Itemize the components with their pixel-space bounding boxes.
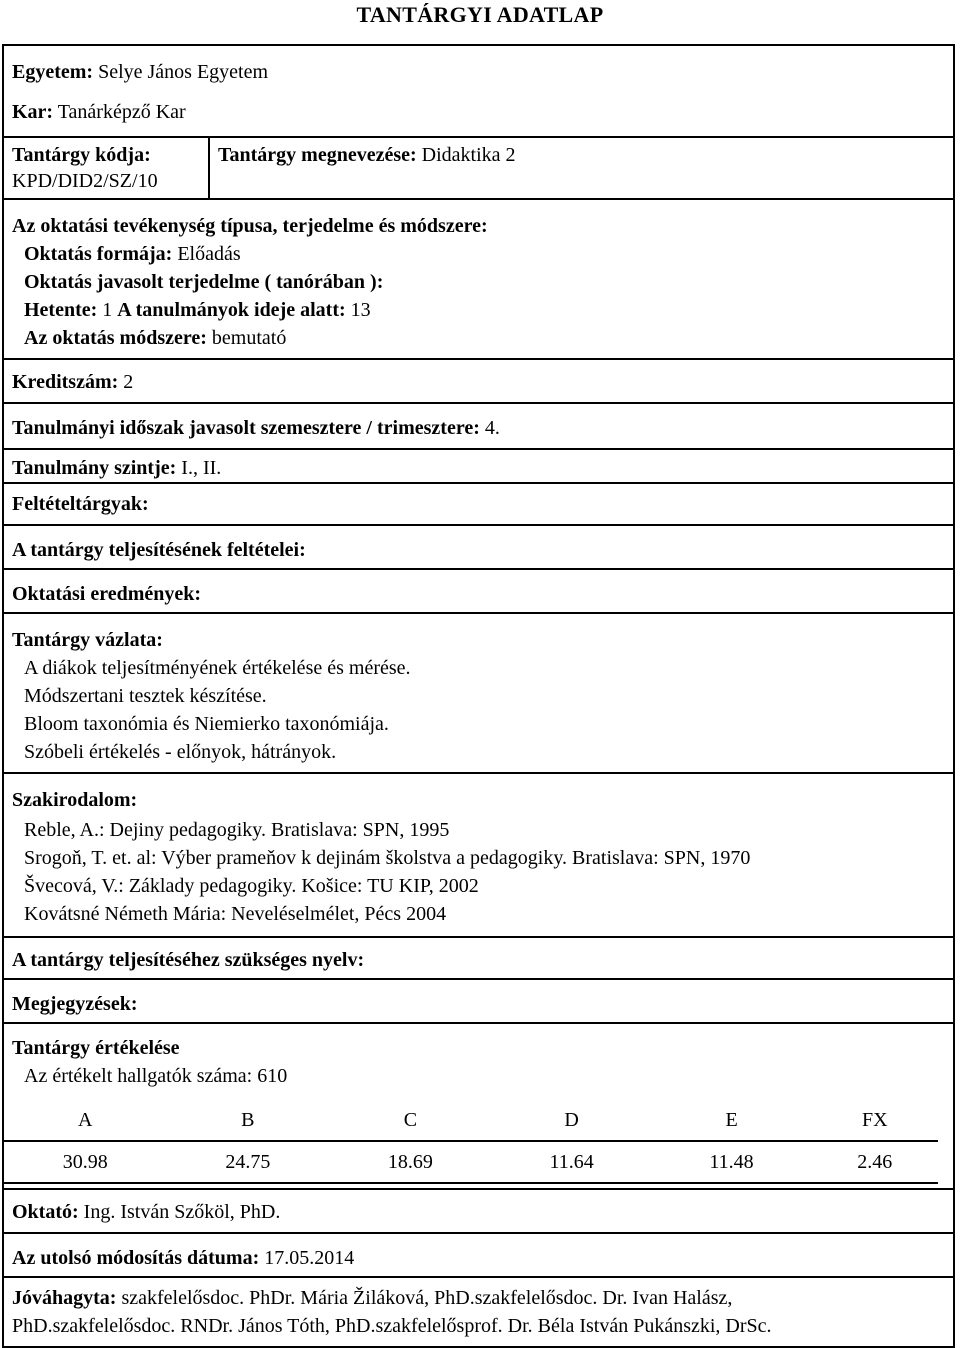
approved-value-line2: PhD.szakfelelősdoc. RNDr. János Tóth, PhD.szakfelelősprof. Dr. Béla István Pukánszki, DrSc.	[12, 1315, 772, 1337]
outline-item: Módszertani tesztek készítése.	[24, 685, 267, 707]
grade-percentage: 24.75	[167, 1141, 330, 1183]
course-name-cell	[210, 138, 953, 198]
outline-item: Bloom taxonómia és Niemierko taxonómiája.	[24, 713, 389, 735]
course-code-value: KPD/DID2/SZ/10	[12, 170, 158, 192]
outcomes-label: Oktatási eredmények:	[12, 583, 202, 605]
total-label: A tanulmányok ideje alatt:	[117, 299, 346, 321]
grade-label: FX	[812, 1100, 939, 1141]
teacher-value: Ing. István Szőköl, PhD.	[83, 1201, 281, 1223]
literature-item: Švecová, V.: Základy pedagogiky. Košice: TU KIP, 2002	[24, 875, 479, 897]
university-value: Selye János Egyetem	[98, 61, 269, 83]
weekly-label: Hetente:	[24, 299, 98, 321]
university-line	[12, 52, 945, 92]
activity-scope-label: Oktatás javasolt terjedelme ( tanórában ):	[24, 271, 384, 293]
course-datasheet	[2, 44, 955, 1348]
evaluation-label: Tantárgy értékelése	[12, 1037, 180, 1059]
weekly-value: 1	[102, 299, 113, 321]
outline-item: A diákok teljesítményének értékelése és mérése.	[24, 657, 411, 679]
semester-value: 4.	[484, 417, 500, 439]
course-name-label: Tantárgy megnevezése:	[218, 144, 417, 166]
activity-hours-line	[12, 296, 945, 324]
prerequisites-section	[4, 484, 953, 526]
activity-method-line	[12, 324, 945, 352]
outline-label: Tantárgy vázlata:	[12, 629, 163, 651]
credits-label: Kreditszám:	[12, 371, 119, 393]
grade-percentage: 11.64	[492, 1141, 652, 1183]
approved-label: Jóváhagyta:	[12, 1287, 117, 1309]
language-label: A tantárgy teljesítéséhez szükséges nyelv:	[12, 949, 365, 971]
activity-section	[4, 200, 953, 360]
grades-values-row	[4, 1141, 938, 1183]
faculty-label: Kar:	[12, 101, 54, 123]
conditions-label: A tantárgy teljesítésének feltételei:	[12, 539, 306, 561]
teacher-label: Oktató:	[12, 1201, 79, 1223]
institution-section	[4, 46, 953, 138]
method-value: bemutató	[211, 327, 287, 349]
evaluated-count: Az értékelt hallgatók száma: 610	[24, 1065, 288, 1087]
grade-label: A	[4, 1100, 167, 1141]
grades-table	[4, 1100, 938, 1184]
course-code-cell	[4, 138, 210, 198]
conditions-section	[4, 526, 953, 570]
semester-section	[4, 404, 953, 450]
activity-form-value: Előadás	[177, 243, 241, 265]
activity-form-label: Oktatás formája:	[24, 243, 173, 265]
semester-label: Tanulmányi időszak javasolt szemesztere / trimesztere:	[12, 417, 480, 439]
course-name-value: Didaktika 2	[421, 144, 516, 166]
outline-section	[4, 614, 953, 774]
grade-label: B	[167, 1100, 330, 1141]
language-section	[4, 938, 953, 980]
course-code-label: Tantárgy kódja:	[12, 144, 151, 166]
faculty-value: Tanárképző Kar	[57, 101, 186, 123]
level-value: I., II.	[181, 457, 222, 479]
faculty-line	[12, 92, 945, 132]
grade-label: E	[652, 1100, 812, 1141]
outline-item: Szóbeli értékelés - előnyok, hátrányok.	[24, 741, 337, 763]
literature-item: Srogoň, T. et. al: Výber prameňov k dejinám školstva a pedagogiky. Bratislava: SPN, 1970	[24, 847, 751, 869]
literature-label: Szakirodalom:	[12, 789, 138, 811]
document-title: TANTÁRGYI ADATLAP	[356, 2, 604, 27]
method-label: Az oktatás módszere:	[24, 327, 207, 349]
approved-section	[4, 1278, 953, 1346]
literature-item: Reble, A.: Dejiny pedagogiky. Bratislava: SPN, 1995	[24, 819, 450, 841]
grade-percentage: 2.46	[812, 1141, 939, 1183]
last-modified-section	[4, 1234, 953, 1278]
last-modified-value: 17.05.2014	[264, 1247, 355, 1269]
grade-label: C	[329, 1100, 492, 1141]
literature-item: Kovátsné Németh Mária: Neveléselmélet, Pécs 2004	[24, 903, 447, 925]
activity-form-line	[12, 240, 945, 268]
activity-heading: Az oktatási tevékenység típusa, terjedelme és módszere:	[12, 215, 488, 237]
last-modified-label: Az utolsó módosítás dátuma:	[12, 1247, 260, 1269]
university-label: Egyetem:	[12, 61, 94, 83]
credits-section	[4, 360, 953, 404]
level-label: Tanulmány szintje:	[12, 457, 177, 479]
teacher-section	[4, 1190, 953, 1234]
outcomes-section	[4, 570, 953, 614]
grades-header-row	[4, 1100, 938, 1141]
grade-percentage: 18.69	[329, 1141, 492, 1183]
grade-percentage: 30.98	[4, 1141, 167, 1183]
notes-label: Megjegyzések:	[12, 993, 138, 1015]
course-id-section	[4, 138, 953, 200]
evaluation-section	[4, 1024, 953, 1190]
literature-section	[4, 774, 953, 938]
total-value: 13	[350, 299, 371, 321]
grade-percentage: 11.48	[652, 1141, 812, 1183]
prerequisites-label: Feltételtárgyak:	[12, 493, 149, 515]
approved-value-line1: szakfelelősdoc. PhDr. Mária Žiláková, PhD.szakfelelősdoc. Dr. Ivan Halász,	[121, 1287, 733, 1309]
grade-label: D	[492, 1100, 652, 1141]
level-section	[4, 450, 953, 484]
credits-value: 2	[123, 371, 134, 393]
notes-section	[4, 980, 953, 1024]
